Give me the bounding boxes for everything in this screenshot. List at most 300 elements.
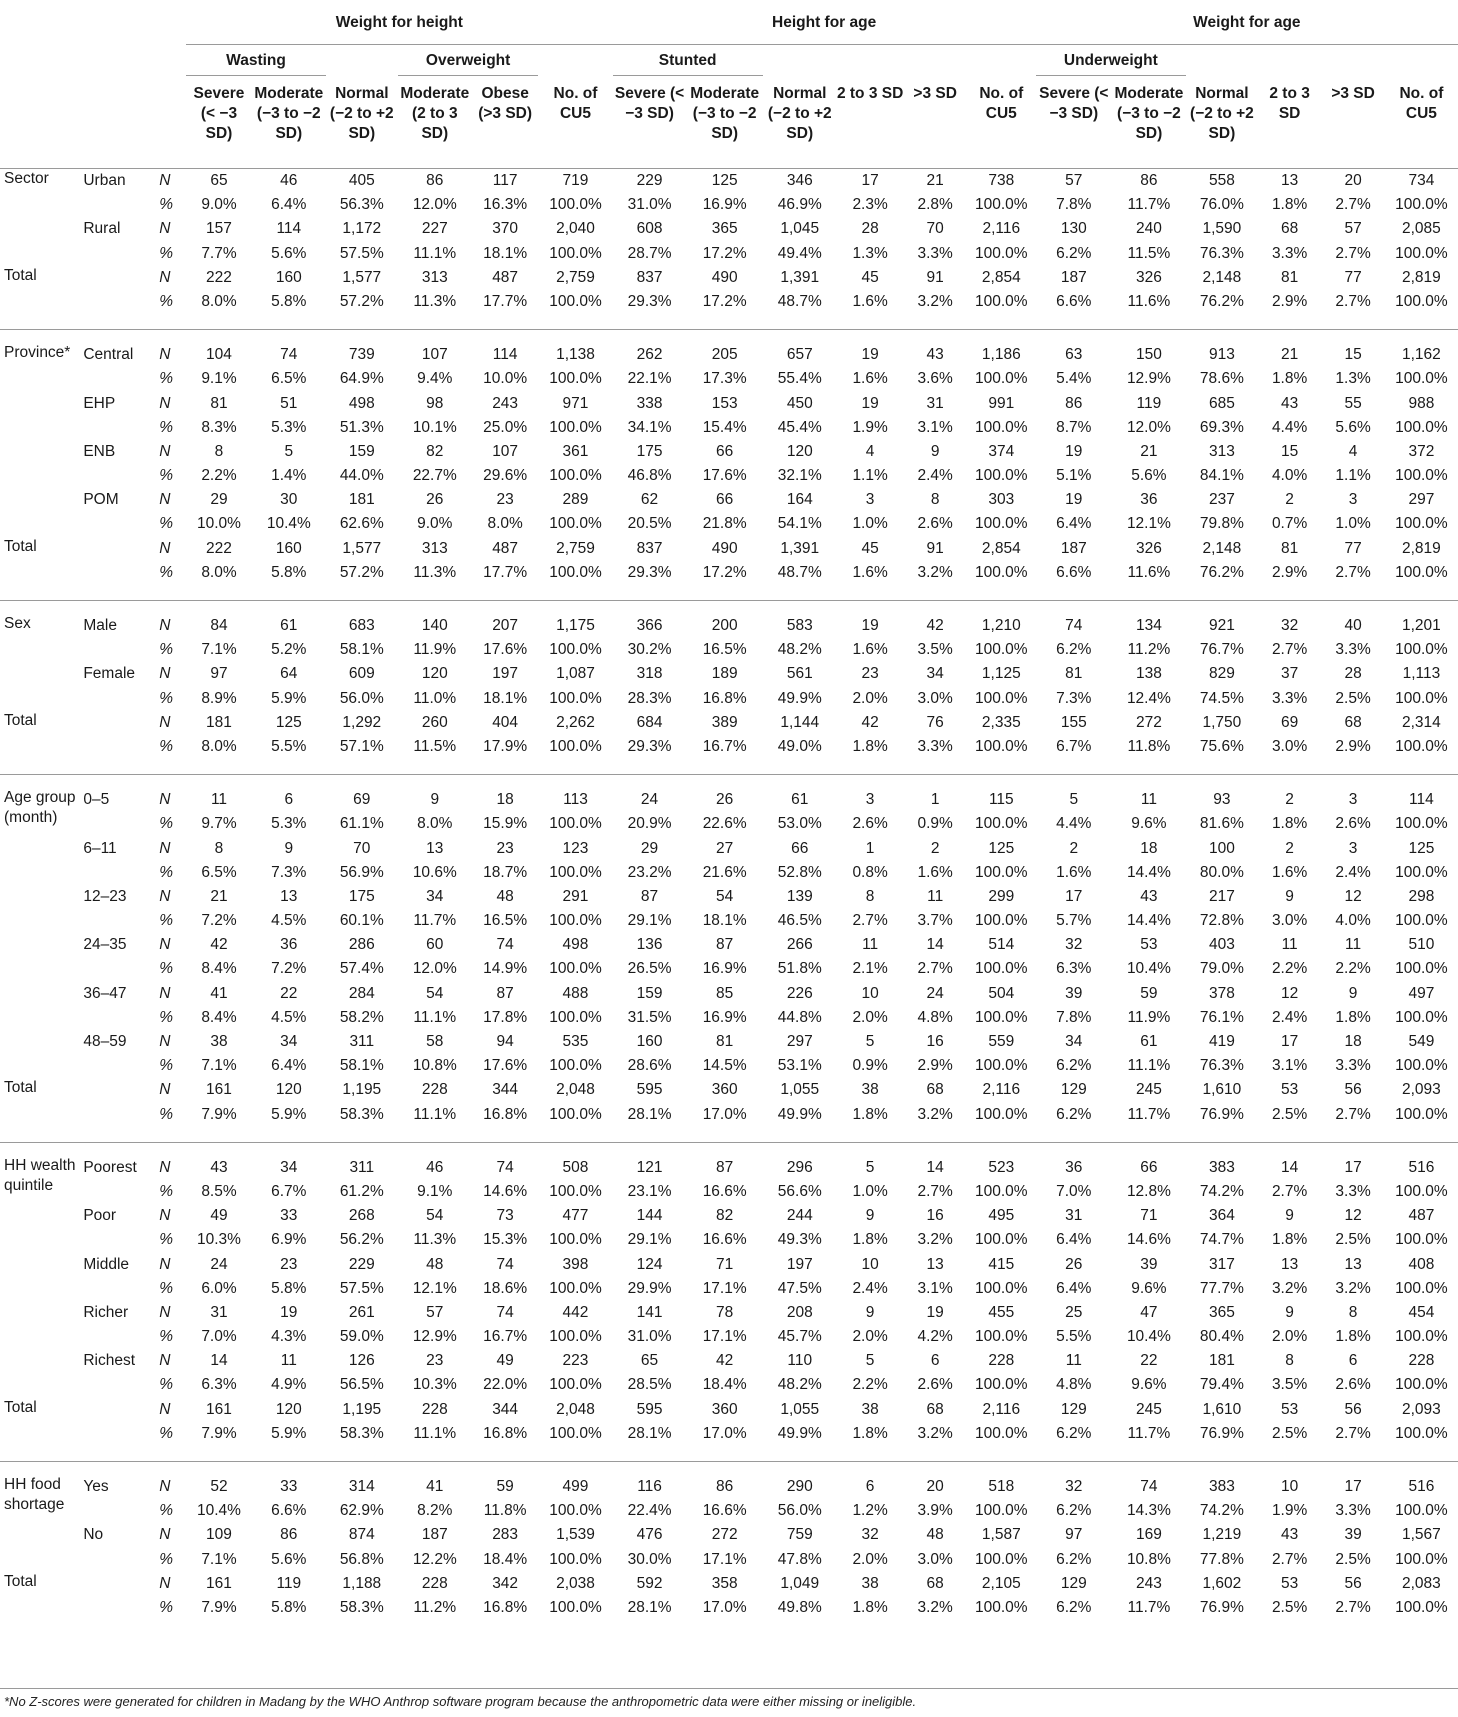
data-cell: 124 xyxy=(636,1255,663,1273)
column-header: 2 to 3 SD xyxy=(1258,76,1321,169)
data-cell: 13 xyxy=(1280,172,1299,189)
data-cell: 12 xyxy=(1344,1207,1362,1225)
measure-label: N xyxy=(159,887,171,905)
section-label: HH wealth quintile xyxy=(4,1156,76,1194)
data-cell: 595 xyxy=(636,1400,663,1418)
data-cell: 1,186 xyxy=(981,346,1021,364)
data-cell: 971 xyxy=(562,394,589,412)
group-label xyxy=(79,266,151,290)
data-cell: 57.4% xyxy=(339,960,384,978)
data-cell: 59.0% xyxy=(339,1328,384,1346)
data-cell: 100.0% xyxy=(975,1008,1028,1026)
group-label xyxy=(79,1103,151,1127)
group-label xyxy=(79,812,151,836)
group-label xyxy=(79,1596,151,1620)
data-cell: 10.3% xyxy=(412,1376,457,1394)
data-cell: 5.9% xyxy=(271,1105,307,1123)
data-cell: 6.6% xyxy=(271,1502,307,1520)
data-cell: 11.5% xyxy=(1127,244,1171,262)
data-cell: 19 xyxy=(1065,442,1083,460)
group-header-weight-for-height: Weight for height xyxy=(186,0,612,45)
table-row xyxy=(0,416,1458,440)
data-cell: 23 xyxy=(496,839,514,857)
data-cell: 3.2% xyxy=(917,1424,953,1442)
data-cell: 365 xyxy=(711,220,738,238)
measure-label: N xyxy=(159,665,171,683)
data-cell: 719 xyxy=(562,172,589,189)
group-label: Yes xyxy=(83,1478,109,1495)
data-cell: 29.1% xyxy=(627,1231,672,1249)
data-cell: 1,219 xyxy=(1202,1526,1242,1544)
data-cell: 100.0% xyxy=(975,1279,1028,1297)
data-cell: 16.9% xyxy=(702,1008,747,1026)
data-cell: 504 xyxy=(988,984,1015,1002)
group-label xyxy=(79,957,151,981)
data-cell: 140 xyxy=(421,617,448,634)
data-cell: 9.7% xyxy=(201,815,237,833)
data-cell: 6.4% xyxy=(271,1057,307,1075)
data-cell: 2,148 xyxy=(1202,539,1242,557)
data-cell: 113 xyxy=(563,791,588,809)
data-cell: 58.2% xyxy=(339,1008,384,1026)
data-cell: 7.3% xyxy=(1056,689,1092,707)
data-cell: 8 xyxy=(214,442,224,460)
data-cell: 13 xyxy=(1280,1255,1299,1273)
data-cell: 56.0% xyxy=(777,1502,822,1520)
data-cell: 68 xyxy=(1280,220,1299,238)
data-cell: 181 xyxy=(348,491,375,509)
data-cell: 11 xyxy=(210,791,228,809)
measure-label: % xyxy=(159,689,174,707)
data-cell: 592 xyxy=(636,1574,663,1592)
data-cell: 16.8% xyxy=(483,1424,528,1442)
data-cell: 9 xyxy=(1285,1303,1294,1321)
data-cell: 100.0% xyxy=(975,1550,1028,1568)
data-cell: 2.5% xyxy=(1335,1231,1371,1249)
data-cell: 22.0% xyxy=(483,1376,528,1394)
table-bottom-rule xyxy=(0,1688,1458,1689)
data-cell: 100.0% xyxy=(975,563,1028,581)
data-cell: 100.0% xyxy=(975,467,1028,485)
data-cell: 61 xyxy=(280,617,298,634)
data-cell: 31 xyxy=(210,1303,228,1321)
data-cell: 405 xyxy=(348,172,375,189)
data-cell: 2.9% xyxy=(1271,292,1308,310)
data-cell: 58.3% xyxy=(339,1598,384,1616)
data-cell: 3 xyxy=(865,491,875,509)
data-cell: 11.9% xyxy=(413,641,457,659)
data-cell: 17 xyxy=(861,172,879,189)
data-cell: 44.0% xyxy=(339,467,384,485)
data-cell: 100.0% xyxy=(975,1328,1028,1346)
data-cell: 18.4% xyxy=(483,1550,528,1568)
data-cell: 228 xyxy=(421,1081,448,1099)
data-cell: 1.4% xyxy=(271,467,307,485)
data-cell: 2,116 xyxy=(982,220,1021,238)
table-row xyxy=(0,837,1458,861)
data-cell: 57.2% xyxy=(339,292,384,310)
data-cell: 81 xyxy=(1280,539,1299,557)
data-cell: 100.0% xyxy=(549,1502,602,1520)
data-cell: 16.8% xyxy=(483,1105,528,1123)
data-cell: 7.1% xyxy=(201,641,237,659)
table-row xyxy=(0,1499,1458,1523)
data-cell: 53.0% xyxy=(777,815,822,833)
data-cell: 100.0% xyxy=(975,863,1028,881)
data-cell: 442 xyxy=(562,1303,589,1321)
data-cell: 5.1% xyxy=(1056,467,1092,485)
data-cell: 11.5% xyxy=(413,737,457,755)
data-cell: 46 xyxy=(280,172,298,189)
data-cell: 12.9% xyxy=(1126,370,1171,388)
data-cell: 79.8% xyxy=(1199,515,1244,533)
subgroup-header-overweight: Overweight xyxy=(398,45,539,76)
measure-label: N xyxy=(159,442,171,460)
data-cell: 17.1% xyxy=(702,1279,747,1297)
data-cell: 683 xyxy=(348,617,375,634)
measure-label: % xyxy=(159,1231,174,1249)
data-cell: 78.6% xyxy=(1199,370,1244,388)
group-label xyxy=(79,1078,151,1102)
measure-label: N xyxy=(159,1352,171,1370)
data-cell: 358 xyxy=(711,1574,738,1592)
data-cell: 1.6% xyxy=(1271,863,1308,881)
data-cell: 68 xyxy=(926,1081,944,1099)
group-label xyxy=(79,1325,151,1349)
group-label: Female xyxy=(83,665,136,683)
data-cell: 159 xyxy=(636,984,663,1002)
data-cell: 42 xyxy=(926,617,944,634)
data-cell: 297 xyxy=(786,1033,813,1050)
data-cell: 60 xyxy=(426,936,444,954)
data-cell: 313 xyxy=(1208,442,1235,460)
data-cell: 7.0% xyxy=(201,1328,237,1346)
table-row xyxy=(0,1180,1458,1204)
data-cell: 25 xyxy=(1065,1303,1083,1321)
data-cell: 100.0% xyxy=(1395,1550,1448,1568)
data-cell: 28.1% xyxy=(627,1105,672,1123)
data-cell: 12.0% xyxy=(412,960,457,978)
data-cell: 29.1% xyxy=(627,912,672,930)
data-cell: 43 xyxy=(210,1158,228,1176)
data-cell: 18.1% xyxy=(702,912,747,930)
data-cell: 1,210 xyxy=(981,617,1021,634)
data-cell: 6 xyxy=(930,1352,940,1370)
data-cell: 187 xyxy=(1060,268,1087,286)
data-cell: 39 xyxy=(1065,984,1083,1002)
data-cell: 284 xyxy=(348,984,375,1002)
group-label xyxy=(79,1548,151,1572)
data-cell: 100.0% xyxy=(1395,1376,1448,1394)
data-cell: 77.7% xyxy=(1199,1279,1244,1297)
data-cell: 299 xyxy=(988,887,1015,905)
data-cell: 317 xyxy=(1208,1255,1235,1273)
data-cell: 2.7% xyxy=(1335,196,1371,214)
data-cell: 14.5% xyxy=(702,1057,747,1075)
data-cell: 38 xyxy=(861,1400,879,1418)
data-cell: 37 xyxy=(1280,665,1299,683)
data-cell: 16.8% xyxy=(702,689,747,707)
data-cell: 1,055 xyxy=(780,1081,820,1099)
section-label: HH food shortage xyxy=(4,1476,65,1513)
data-cell: 23.2% xyxy=(627,863,672,881)
data-cell: 16 xyxy=(926,1207,944,1225)
table-row xyxy=(0,1228,1458,1252)
data-cell: 11.3% xyxy=(413,1231,457,1249)
measure-label: % xyxy=(159,515,174,533)
data-cell: 5 xyxy=(1069,791,1079,809)
data-cell: 1 xyxy=(865,839,875,857)
data-cell: 18.7% xyxy=(483,863,528,881)
data-cell: 14.6% xyxy=(483,1182,528,1200)
table-row xyxy=(0,1253,1458,1277)
data-cell: 2.6% xyxy=(917,1376,953,1394)
data-cell: 74 xyxy=(1065,617,1083,634)
data-cell: 4.4% xyxy=(1056,815,1092,833)
table-row xyxy=(0,1156,1458,1180)
data-cell: 383 xyxy=(1208,1158,1235,1176)
data-cell: 30.0% xyxy=(627,1550,672,1568)
data-cell: 57.5% xyxy=(339,244,384,262)
data-cell: 57 xyxy=(426,1303,444,1321)
group-label xyxy=(79,909,151,933)
data-cell: 139 xyxy=(786,887,813,905)
data-cell: 1,162 xyxy=(1402,346,1441,364)
data-cell: 66 xyxy=(791,839,809,857)
data-cell: 100.0% xyxy=(1395,244,1448,262)
data-cell: 450 xyxy=(786,394,813,412)
data-cell: 1.8% xyxy=(852,1424,888,1442)
data-cell: 19 xyxy=(861,617,879,634)
data-cell: 454 xyxy=(1408,1303,1435,1321)
data-cell: 100.0% xyxy=(975,244,1028,262)
data-cell: 56.5% xyxy=(339,1376,384,1394)
data-cell: 14.6% xyxy=(1126,1231,1171,1249)
data-cell: 245 xyxy=(1135,1081,1162,1099)
data-cell: 80.4% xyxy=(1199,1328,1244,1346)
data-cell: 153 xyxy=(711,394,738,412)
data-cell: 2.5% xyxy=(1335,689,1371,707)
data-cell: 561 xyxy=(786,665,813,683)
data-cell: 11.7% xyxy=(1127,196,1171,214)
data-cell: 49.4% xyxy=(777,244,822,262)
data-cell: 6.3% xyxy=(201,1376,237,1394)
data-cell: 9 xyxy=(430,791,440,809)
data-cell: 12.1% xyxy=(412,1279,457,1297)
data-cell: 17.1% xyxy=(702,1328,747,1346)
data-cell: 415 xyxy=(988,1255,1015,1273)
data-cell: 5 xyxy=(865,1352,875,1370)
data-cell: 81 xyxy=(716,1033,734,1050)
data-cell: 487 xyxy=(492,268,519,286)
data-cell: 3.2% xyxy=(1271,1279,1308,1297)
data-cell: 26.5% xyxy=(627,960,672,978)
data-cell: 6.2% xyxy=(1056,244,1092,262)
data-cell: 3.3% xyxy=(1271,689,1308,707)
data-cell: 4.2% xyxy=(917,1328,953,1346)
group-label xyxy=(79,1006,151,1030)
data-cell: 94 xyxy=(496,1033,514,1050)
data-cell: 1.8% xyxy=(852,1231,888,1249)
data-cell: 8 xyxy=(1348,1303,1358,1321)
data-cell: 6 xyxy=(1348,1352,1358,1370)
data-cell: 107 xyxy=(421,346,448,364)
data-cell: 523 xyxy=(988,1158,1015,1176)
data-cell: 87 xyxy=(716,936,734,954)
data-cell: 56.8% xyxy=(339,1550,384,1568)
column-header: No. of CU5 xyxy=(1385,76,1458,169)
data-cell: 100.0% xyxy=(549,515,602,533)
data-cell: 1,188 xyxy=(342,1574,382,1592)
data-cell: 488 xyxy=(562,984,589,1002)
data-cell: 14 xyxy=(926,1158,944,1176)
measure-label: N xyxy=(159,839,171,857)
data-cell: 535 xyxy=(562,1033,589,1050)
data-cell: 2.9% xyxy=(917,1057,953,1075)
data-cell: 497 xyxy=(1408,984,1435,1002)
data-cell: 100.0% xyxy=(1395,1279,1448,1297)
measure-label: % xyxy=(159,1328,174,1346)
section-label: Sector xyxy=(4,170,49,187)
group-label xyxy=(79,242,151,266)
data-cell: 455 xyxy=(988,1303,1015,1321)
data-cell: 13 xyxy=(426,839,444,857)
data-cell: 10.0% xyxy=(483,370,528,388)
data-cell: 46.5% xyxy=(777,912,822,930)
measure-label: N xyxy=(159,1081,171,1099)
group-label: Middle xyxy=(83,1255,130,1273)
data-cell: 1,587 xyxy=(981,1526,1021,1544)
data-cell: 12.2% xyxy=(412,1550,457,1568)
data-cell: 4.8% xyxy=(1056,1376,1092,1394)
data-cell: 9.1% xyxy=(417,1182,453,1200)
data-cell: 81 xyxy=(1280,268,1299,286)
group-label xyxy=(79,735,151,759)
data-cell: 18 xyxy=(496,791,514,809)
data-cell: 559 xyxy=(988,1033,1015,1050)
data-cell: 11.3% xyxy=(413,563,457,581)
group-label: POM xyxy=(83,491,119,509)
data-cell: 487 xyxy=(1408,1207,1435,1225)
data-cell: 100.0% xyxy=(975,418,1028,436)
data-cell: 7.8% xyxy=(1056,1008,1092,1026)
data-cell: 100.0% xyxy=(549,815,602,833)
data-cell: 14 xyxy=(1280,1158,1299,1176)
data-cell: 498 xyxy=(562,936,589,954)
data-cell: 10.8% xyxy=(412,1057,457,1075)
data-cell: 4.3% xyxy=(271,1328,307,1346)
measure-label: % xyxy=(159,815,174,833)
data-cell: 86 xyxy=(716,1478,734,1495)
data-cell: 9 xyxy=(865,1303,875,1321)
group-label: Central xyxy=(83,346,134,364)
data-cell: 20.9% xyxy=(627,815,672,833)
section-label: Province* xyxy=(4,344,71,362)
data-cell: 498 xyxy=(348,394,375,412)
data-cell: 55.4% xyxy=(777,370,822,388)
data-cell: 3 xyxy=(1348,491,1358,509)
data-cell: 47 xyxy=(1140,1303,1158,1321)
subgroup-header-underweight: Underweight xyxy=(1036,45,1186,76)
data-cell: 74 xyxy=(496,1303,514,1321)
data-cell: 6.2% xyxy=(1056,1424,1092,1442)
data-cell: 42 xyxy=(210,936,228,954)
measure-label: % xyxy=(159,1182,174,1200)
data-cell: 2.7% xyxy=(852,912,888,930)
data-cell: 16.5% xyxy=(702,641,747,659)
data-cell: 62.6% xyxy=(339,515,384,533)
data-cell: 15.4% xyxy=(702,418,747,436)
data-cell: 5.4% xyxy=(1056,370,1092,388)
group-label xyxy=(79,1572,151,1596)
data-cell: 2.7% xyxy=(1271,1550,1308,1568)
data-cell: 100.0% xyxy=(1395,1502,1448,1520)
data-cell: 2.3% xyxy=(852,196,888,214)
data-cell: 17 xyxy=(1280,1033,1299,1050)
data-cell: 100.0% xyxy=(975,1105,1028,1123)
data-cell: 46.8% xyxy=(627,467,672,485)
measure-label: N xyxy=(159,491,171,509)
data-cell: 595 xyxy=(636,1081,663,1099)
group-label xyxy=(79,1228,151,1252)
data-cell: 32 xyxy=(1065,936,1083,954)
data-cell: 54 xyxy=(426,984,444,1002)
data-cell: 77 xyxy=(1344,539,1362,557)
data-cell: 2.2% xyxy=(201,467,237,485)
data-cell: 313 xyxy=(421,268,448,286)
data-cell: 342 xyxy=(492,1574,519,1592)
table-row xyxy=(0,1103,1458,1127)
data-cell: 3.3% xyxy=(917,244,953,262)
data-cell: 243 xyxy=(492,394,519,412)
data-cell: 16 xyxy=(926,1033,944,1050)
data-cell: 20 xyxy=(926,1478,944,1495)
data-cell: 3.2% xyxy=(917,292,953,310)
data-cell: 360 xyxy=(711,1081,738,1099)
data-cell: 17.1% xyxy=(702,1550,747,1568)
data-cell: 100.0% xyxy=(1395,1057,1448,1075)
table-footnote: *No Z-scores were generated for children in Madang by the WHO Anthrop software program because the anthropometric data were either missing or ineligible. xyxy=(4,1694,917,1709)
data-cell: 1,144 xyxy=(780,713,820,731)
data-cell: 6.2% xyxy=(1056,641,1092,659)
table-row xyxy=(0,1277,1458,1301)
table-row xyxy=(0,614,1458,638)
data-cell: 829 xyxy=(1208,665,1235,683)
data-cell: 29.3% xyxy=(627,563,672,581)
data-cell: 100.0% xyxy=(1395,1231,1448,1249)
data-cell: 495 xyxy=(988,1207,1015,1225)
data-cell: 74 xyxy=(280,346,298,364)
data-cell: 130 xyxy=(1060,220,1087,238)
data-cell: 1.8% xyxy=(852,1105,888,1123)
group-label: No xyxy=(83,1526,104,1544)
measure-label: % xyxy=(159,912,174,930)
data-cell: 40 xyxy=(1344,617,1362,634)
data-cell: 11.9% xyxy=(1127,1008,1171,1026)
data-cell: 197 xyxy=(786,1255,813,1273)
data-cell: 74.7% xyxy=(1199,1231,1244,1249)
data-cell: 8 xyxy=(1285,1352,1294,1370)
data-cell: 91 xyxy=(926,268,944,286)
data-cell: 31.0% xyxy=(627,1328,672,1346)
data-cell: 1,172 xyxy=(342,220,382,238)
data-cell: 20.5% xyxy=(627,515,672,533)
section-label: Total xyxy=(4,1398,37,1416)
data-cell: 2,314 xyxy=(1402,713,1441,731)
table-row xyxy=(0,1572,1458,1596)
column-header: Severe (< −3 SD) xyxy=(613,76,687,169)
data-cell: 2.4% xyxy=(1271,1008,1308,1026)
